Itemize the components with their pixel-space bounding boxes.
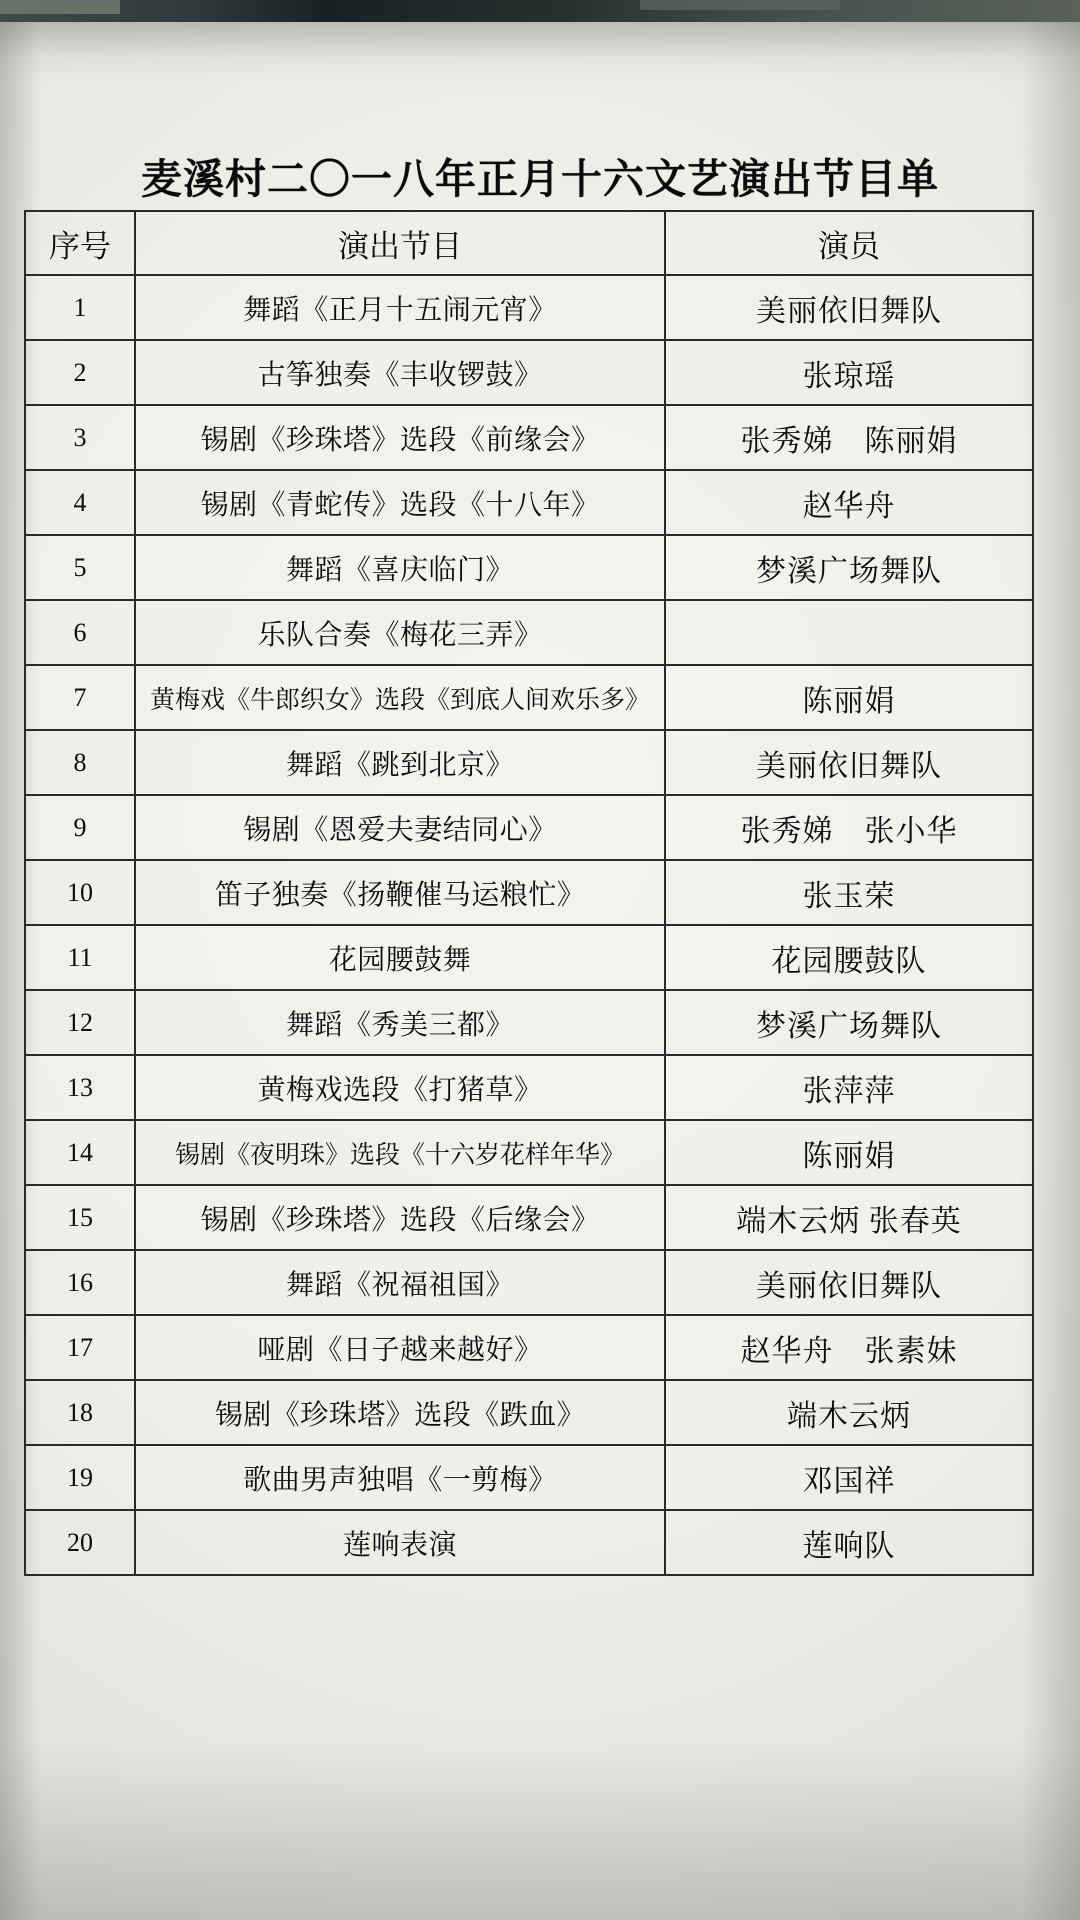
cell-performer: 端木云炳 张春英 — [665, 1185, 1033, 1250]
cell-no: 20 — [25, 1510, 135, 1575]
table-row — [25, 860, 1033, 925]
column-header-program: 演出节目 — [135, 211, 665, 275]
page-title: 麦溪村二〇一八年正月十六文艺演出节目单 — [141, 156, 939, 202]
cell-program: 黄梅戏选段《打猪草》 — [135, 1055, 665, 1120]
table-row — [25, 1185, 1033, 1250]
cell-program: 笛子独奏《扬鞭催马运粮忙》 — [135, 860, 665, 925]
cell-no: 8 — [25, 730, 135, 795]
table-row — [25, 1250, 1033, 1315]
table-row — [25, 1120, 1033, 1185]
cell-no: 2 — [25, 340, 135, 405]
cell-program: 舞蹈《喜庆临门》 — [135, 535, 665, 600]
cell-program: 锡剧《珍珠塔》选段《前缘会》 — [135, 405, 665, 470]
background-patch-right — [640, 0, 840, 10]
cell-performer: 赵华舟 张素妹 — [665, 1315, 1033, 1380]
cell-program: 锡剧《珍珠塔》选段《跌血》 — [135, 1380, 665, 1445]
table-row — [25, 795, 1033, 860]
table-row — [25, 535, 1033, 600]
cell-program: 锡剧《恩爱夫妻结同心》 — [135, 795, 665, 860]
table-row — [25, 1445, 1033, 1510]
table-body — [25, 275, 1033, 1575]
table-header-row — [25, 211, 1033, 275]
cell-performer: 张琼瑶 — [665, 340, 1033, 405]
cell-no: 17 — [25, 1315, 135, 1380]
table-row — [25, 275, 1033, 340]
cell-no: 9 — [25, 795, 135, 860]
cell-performer: 张萍萍 — [665, 1055, 1033, 1120]
table-row — [25, 990, 1033, 1055]
cell-program: 黄梅戏《牛郎织女》选段《到底人间欢乐多》 — [135, 665, 665, 730]
cell-program: 舞蹈《跳到北京》 — [135, 730, 665, 795]
table-header — [25, 211, 1033, 275]
cell-no: 6 — [25, 600, 135, 665]
table-row — [25, 405, 1033, 470]
cell-program: 锡剧《珍珠塔》选段《后缘会》 — [135, 1185, 665, 1250]
cell-program: 舞蹈《正月十五闹元宵》 — [135, 275, 665, 340]
cell-no: 11 — [25, 925, 135, 990]
cell-program: 莲响表演 — [135, 1510, 665, 1575]
table-row — [25, 1315, 1033, 1380]
cell-no: 16 — [25, 1250, 135, 1315]
cell-no: 10 — [25, 860, 135, 925]
cell-program: 花园腰鼓舞 — [135, 925, 665, 990]
background-patch-left — [0, 0, 120, 14]
table-row — [25, 1380, 1033, 1445]
cell-performer: 梦溪广场舞队 — [665, 535, 1033, 600]
cell-performer: 张秀娣 陈丽娟 — [665, 405, 1033, 470]
cell-performer: 端木云炳 — [665, 1380, 1033, 1445]
cell-no: 7 — [25, 665, 135, 730]
cell-no: 4 — [25, 470, 135, 535]
cell-performer: 美丽依旧舞队 — [665, 1250, 1033, 1315]
table-row — [25, 470, 1033, 535]
table-row — [25, 340, 1033, 405]
paper-bottom-shadow — [0, 1740, 1080, 1920]
cell-performer: 梦溪广场舞队 — [665, 990, 1033, 1055]
cell-program: 舞蹈《秀美三都》 — [135, 990, 665, 1055]
cell-no: 5 — [25, 535, 135, 600]
cell-performer: 陈丽娟 — [665, 665, 1033, 730]
cell-no: 13 — [25, 1055, 135, 1120]
cell-no: 12 — [25, 990, 135, 1055]
paper-top-shadow — [0, 22, 1080, 82]
column-header-no: 序号 — [25, 211, 135, 275]
cell-no: 18 — [25, 1380, 135, 1445]
cell-performer: 邓国祥 — [665, 1445, 1033, 1510]
table-row — [25, 925, 1033, 990]
cell-no: 14 — [25, 1120, 135, 1185]
column-header-performer: 演员 — [665, 211, 1033, 275]
cell-program: 古筝独奏《丰收锣鼓》 — [135, 340, 665, 405]
cell-performer: 花园腰鼓队 — [665, 925, 1033, 990]
table-row — [25, 1510, 1033, 1575]
table-row — [25, 600, 1033, 665]
cell-program: 锡剧《青蛇传》选段《十八年》 — [135, 470, 665, 535]
table-row — [25, 1055, 1033, 1120]
cell-performer: 张玉荣 — [665, 860, 1033, 925]
photo-background-strip — [0, 0, 1080, 22]
cell-performer: 陈丽娟 — [665, 1120, 1033, 1185]
cell-no: 15 — [25, 1185, 135, 1250]
cell-performer: 莲响队 — [665, 1510, 1033, 1575]
program-table-container — [24, 210, 1032, 1576]
cell-performer: 赵华舟 — [665, 470, 1033, 535]
cell-performer: 美丽依旧舞队 — [665, 275, 1033, 340]
cell-program: 锡剧《夜明珠》选段《十六岁花样年华》 — [135, 1120, 665, 1185]
cell-program: 舞蹈《祝福祖国》 — [135, 1250, 665, 1315]
cell-performer: 美丽依旧舞队 — [665, 730, 1033, 795]
cell-performer: 张秀娣 张小华 — [665, 795, 1033, 860]
cell-performer — [665, 600, 1033, 665]
cell-no: 3 — [25, 405, 135, 470]
cell-no: 1 — [25, 275, 135, 340]
cell-program: 哑剧《日子越来越好》 — [135, 1315, 665, 1380]
cell-program: 歌曲男声独唱《一剪梅》 — [135, 1445, 665, 1510]
program-table — [24, 210, 1034, 1576]
table-row — [25, 665, 1033, 730]
cell-no: 19 — [25, 1445, 135, 1510]
cell-program: 乐队合奏《梅花三弄》 — [135, 600, 665, 665]
table-row — [25, 730, 1033, 795]
